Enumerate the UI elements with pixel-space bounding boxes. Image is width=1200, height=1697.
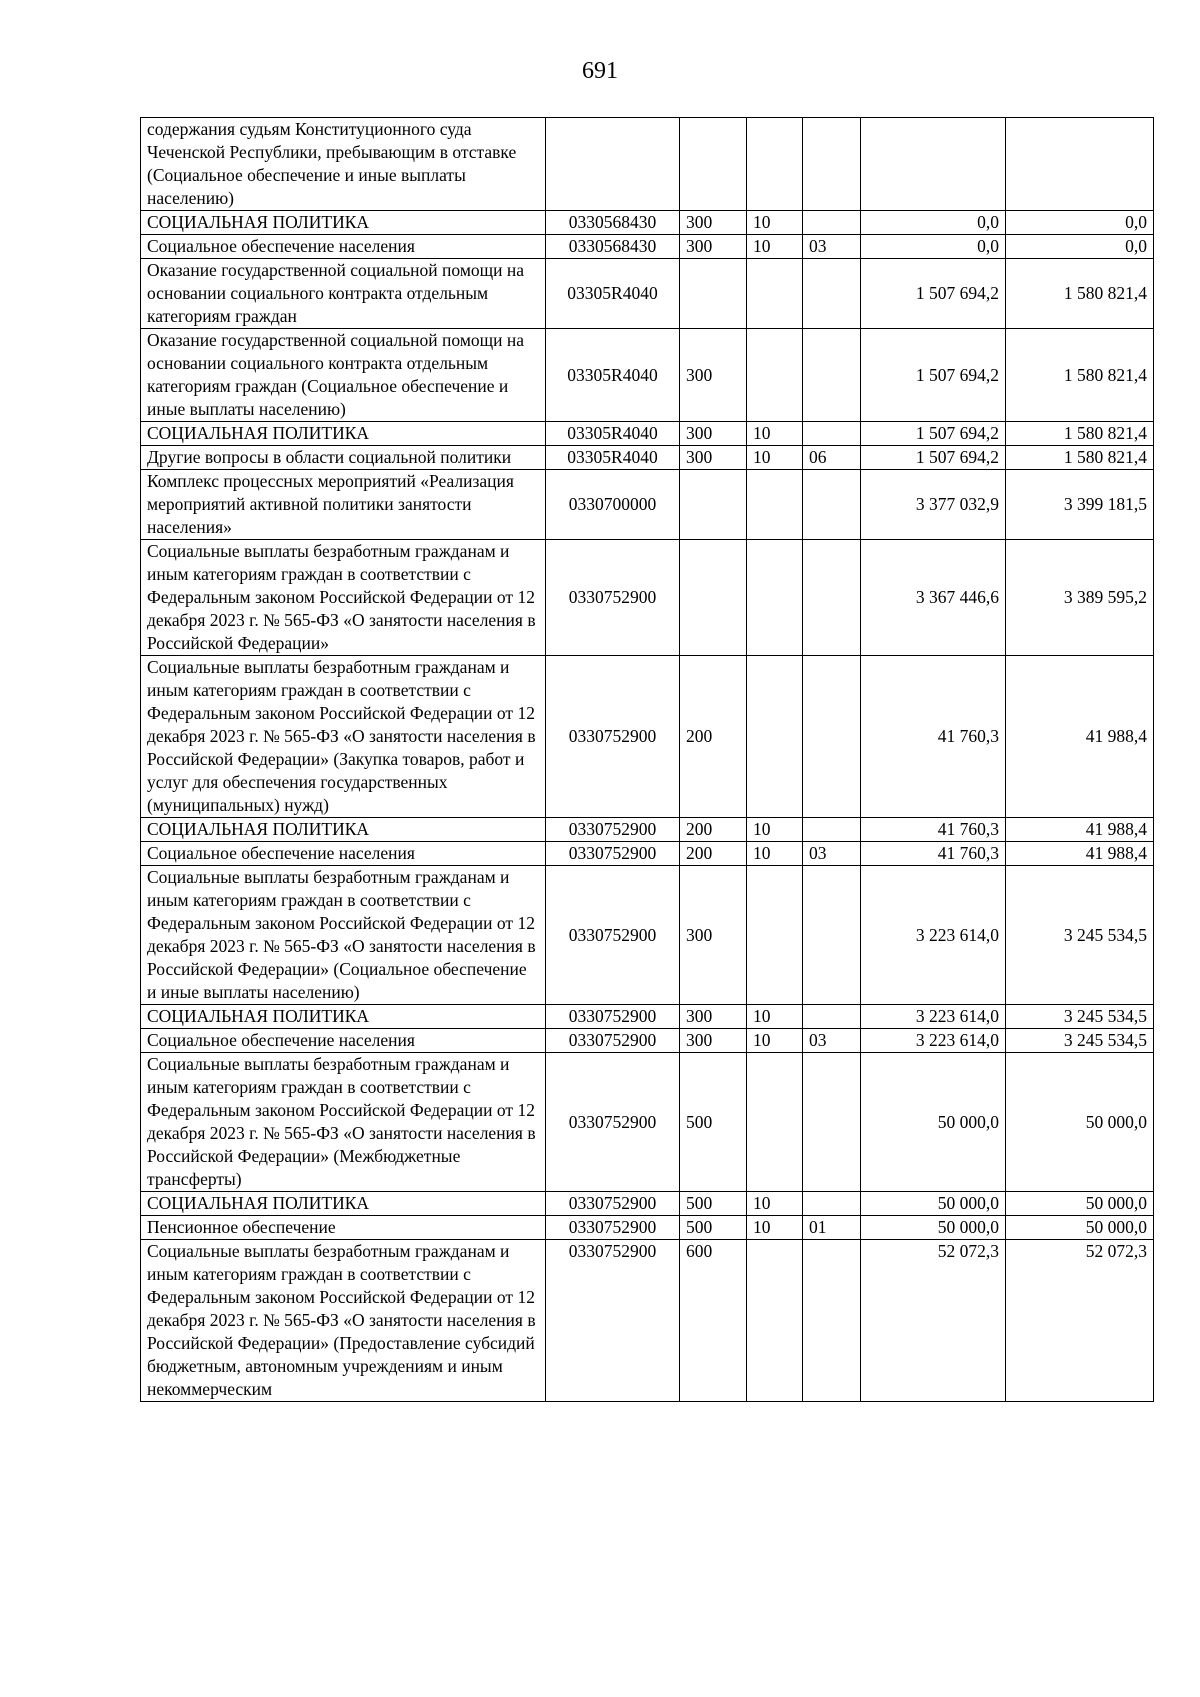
row-section (747, 329, 803, 422)
table-row (141, 866, 1154, 1005)
row-expense-type: 300 (680, 211, 747, 235)
row-code: 0330752900 (546, 818, 680, 842)
row-value-1: 3 377 032,9 (861, 470, 1006, 540)
row-expense-type: 300 (680, 329, 747, 422)
table-row (141, 1005, 1154, 1029)
row-name: СОЦИАЛЬНАЯ ПОЛИТИКА (141, 422, 546, 446)
row-name: СОЦИАЛЬНАЯ ПОЛИТИКА (141, 211, 546, 235)
page-number: 691 (582, 58, 618, 84)
row-subsection: 03 (803, 1029, 861, 1053)
row-value-1: 3 367 446,6 (861, 540, 1006, 656)
table-row (141, 235, 1154, 259)
row-name: СОЦИАЛЬНАЯ ПОЛИТИКА (141, 1192, 546, 1216)
row-code: 03305R4040 (546, 446, 680, 470)
row-section (747, 656, 803, 818)
row-section: 10 (747, 818, 803, 842)
row-value-2: 0,0 (1006, 211, 1154, 235)
row-expense-type (680, 259, 747, 329)
row-section: 10 (747, 1005, 803, 1029)
row-value-2: 50 000,0 (1006, 1216, 1154, 1240)
table-row (141, 422, 1154, 446)
row-code: 0330752900 (546, 1240, 680, 1402)
row-name: Пенсионное обеспечение (141, 1216, 546, 1240)
row-expense-type: 200 (680, 656, 747, 818)
row-section (747, 1053, 803, 1192)
row-subsection (803, 1240, 861, 1402)
row-subsection (803, 118, 861, 211)
row-expense-type: 500 (680, 1053, 747, 1192)
row-value-1: 50 000,0 (861, 1192, 1006, 1216)
row-name: СОЦИАЛЬНАЯ ПОЛИТИКА (141, 1005, 546, 1029)
row-section: 10 (747, 235, 803, 259)
row-value-1: 41 760,3 (861, 842, 1006, 866)
row-section: 10 (747, 1192, 803, 1216)
row-section (747, 259, 803, 329)
row-value-2: 3 399 181,5 (1006, 470, 1154, 540)
row-expense-type (680, 118, 747, 211)
row-name: СОЦИАЛЬНАЯ ПОЛИТИКА (141, 818, 546, 842)
row-value-2: 1 580 821,4 (1006, 446, 1154, 470)
row-code: 03305R4040 (546, 259, 680, 329)
row-code: 03305R4040 (546, 329, 680, 422)
row-value-1: 50 000,0 (861, 1053, 1006, 1192)
row-name: Социальные выплаты безработным гражданам и иным категориям граждан в соответствии с Федеральным законом Российской Федерации от 12 декабря 2023 г. № 565-ФЗ «О занятости населения в Российской Федерации» (Закупка товаров, работ и услуг для обеспечения государственных (муниципальных) нужд) (141, 656, 546, 818)
row-name: Социальное обеспечение населения (141, 842, 546, 866)
row-section: 10 (747, 1216, 803, 1240)
row-value-2: 52 072,3 (1006, 1240, 1154, 1402)
table-row (141, 259, 1154, 329)
table-row (141, 540, 1154, 656)
row-value-1: 41 760,3 (861, 656, 1006, 818)
row-subsection (803, 1005, 861, 1029)
row-value-1: 52 072,3 (861, 1240, 1006, 1402)
row-value-2: 50 000,0 (1006, 1192, 1154, 1216)
row-code: 0330752900 (546, 1053, 680, 1192)
row-code: 0330752900 (546, 656, 680, 818)
row-value-2: 3 245 534,5 (1006, 866, 1154, 1005)
row-subsection (803, 540, 861, 656)
row-expense-type: 300 (680, 422, 747, 446)
row-value-2: 3 245 534,5 (1006, 1029, 1154, 1053)
row-section: 10 (747, 1029, 803, 1053)
row-subsection (803, 211, 861, 235)
row-expense-type: 200 (680, 818, 747, 842)
row-code: 0330752900 (546, 1005, 680, 1029)
row-value-1: 0,0 (861, 211, 1006, 235)
row-subsection: 06 (803, 446, 861, 470)
row-subsection (803, 866, 861, 1005)
row-expense-type: 300 (680, 1005, 747, 1029)
row-subsection (803, 1192, 861, 1216)
row-value-2: 3 245 534,5 (1006, 1005, 1154, 1029)
row-value-1: 1 507 694,2 (861, 329, 1006, 422)
row-value-2 (1006, 118, 1154, 211)
table-row (141, 818, 1154, 842)
table-row (141, 329, 1154, 422)
row-section (747, 866, 803, 1005)
row-section (747, 118, 803, 211)
row-name: Социальное обеспечение населения (141, 1029, 546, 1053)
row-name: Социальное обеспечение населения (141, 235, 546, 259)
table-row (141, 211, 1154, 235)
row-value-1: 0,0 (861, 235, 1006, 259)
table-row (141, 1240, 1154, 1402)
row-value-1 (861, 118, 1006, 211)
row-code: 0330568430 (546, 211, 680, 235)
row-value-1: 3 223 614,0 (861, 1005, 1006, 1029)
row-subsection (803, 1053, 861, 1192)
table-row (141, 1192, 1154, 1216)
row-expense-type: 500 (680, 1216, 747, 1240)
row-value-1: 3 223 614,0 (861, 866, 1006, 1005)
row-name: Социальные выплаты безработным гражданам и иным категориям граждан в соответствии с Федеральным законом Российской Федерации от 12 декабря 2023 г. № 565-ФЗ «О занятости населения в Российской Федерации» (Предоставление субсидий бюджетным, автономным учреждениям и иным некоммерческим (141, 1240, 546, 1402)
row-expense-type: 500 (680, 1192, 747, 1216)
row-name: содержания судьям Конституционного суда Чеченской Республики, пребывающим в отставке (Социальное обеспечение и иные выплаты населению) (141, 118, 546, 211)
row-subsection: 03 (803, 842, 861, 866)
row-section (747, 540, 803, 656)
row-value-1: 1 507 694,2 (861, 446, 1006, 470)
table-row (141, 1053, 1154, 1192)
row-subsection (803, 329, 861, 422)
row-code: 0330752900 (546, 1029, 680, 1053)
table-row (141, 446, 1154, 470)
row-expense-type: 300 (680, 1029, 747, 1053)
row-code: 0330568430 (546, 235, 680, 259)
row-section: 10 (747, 842, 803, 866)
row-subsection (803, 656, 861, 818)
row-value-2: 3 389 595,2 (1006, 540, 1154, 656)
row-subsection (803, 422, 861, 446)
row-name: Оказание государственной социальной помощи на основании социального контракта отдельным категориям граждан (141, 259, 546, 329)
row-section: 10 (747, 446, 803, 470)
row-subsection (803, 259, 861, 329)
table-row (141, 1029, 1154, 1053)
row-expense-type: 300 (680, 235, 747, 259)
row-subsection (803, 470, 861, 540)
row-value-2: 41 988,4 (1006, 842, 1154, 866)
row-expense-type: 600 (680, 1240, 747, 1402)
row-name: Оказание государственной социальной помощи на основании социального контракта отдельным категориям граждан (Социальное обеспечение и иные выплаты населению) (141, 329, 546, 422)
row-value-1: 3 223 614,0 (861, 1029, 1006, 1053)
row-value-2: 50 000,0 (1006, 1053, 1154, 1192)
row-code (546, 118, 680, 211)
row-expense-type: 300 (680, 866, 747, 1005)
row-value-2: 1 580 821,4 (1006, 329, 1154, 422)
budget-table (140, 117, 1154, 1402)
row-name: Комплекс процессных мероприятий «Реализация мероприятий активной политики занятости населения» (141, 470, 546, 540)
row-section: 10 (747, 211, 803, 235)
row-value-2: 41 988,4 (1006, 818, 1154, 842)
row-expense-type (680, 540, 747, 656)
row-code: 0330752900 (546, 540, 680, 656)
row-subsection: 01 (803, 1216, 861, 1240)
row-name: Социальные выплаты безработным гражданам и иным категориям граждан в соответствии с Федеральным законом Российской Федерации от 12 декабря 2023 г. № 565-ФЗ «О занятости населения в Российской Федерации» (Межбюджетные трансферты) (141, 1053, 546, 1192)
table-row (141, 1216, 1154, 1240)
row-code: 0330752900 (546, 842, 680, 866)
row-name: Социальные выплаты безработным гражданам и иным категориям граждан в соответствии с Федеральным законом Российской Федерации от 12 декабря 2023 г. № 565-ФЗ «О занятости населения в Российской Федерации» (141, 540, 546, 656)
row-code: 0330752900 (546, 1216, 680, 1240)
row-section (747, 1240, 803, 1402)
row-section: 10 (747, 422, 803, 446)
row-code: 0330752900 (546, 866, 680, 1005)
row-subsection (803, 818, 861, 842)
row-value-1: 1 507 694,2 (861, 259, 1006, 329)
row-value-2: 1 580 821,4 (1006, 422, 1154, 446)
row-code: 0330752900 (546, 1192, 680, 1216)
row-name: Другие вопросы в области социальной политики (141, 446, 546, 470)
row-expense-type: 200 (680, 842, 747, 866)
table-row (141, 118, 1154, 211)
table-row (141, 470, 1154, 540)
row-expense-type (680, 470, 747, 540)
row-expense-type: 300 (680, 446, 747, 470)
table-row (141, 842, 1154, 866)
row-value-1: 50 000,0 (861, 1216, 1006, 1240)
row-code: 03305R4040 (546, 422, 680, 446)
table-row (141, 656, 1154, 818)
row-value-1: 41 760,3 (861, 818, 1006, 842)
row-value-1: 1 507 694,2 (861, 422, 1006, 446)
row-value-2: 41 988,4 (1006, 656, 1154, 818)
row-subsection: 03 (803, 235, 861, 259)
row-section (747, 470, 803, 540)
row-name: Социальные выплаты безработным гражданам и иным категориям граждан в соответствии с Федеральным законом Российской Федерации от 12 декабря 2023 г. № 565-ФЗ «О занятости населения в Российской Федерации» (Социальное обеспечение и иные выплаты населению) (141, 866, 546, 1005)
row-code: 0330700000 (546, 470, 680, 540)
row-value-2: 0,0 (1006, 235, 1154, 259)
row-value-2: 1 580 821,4 (1006, 259, 1154, 329)
